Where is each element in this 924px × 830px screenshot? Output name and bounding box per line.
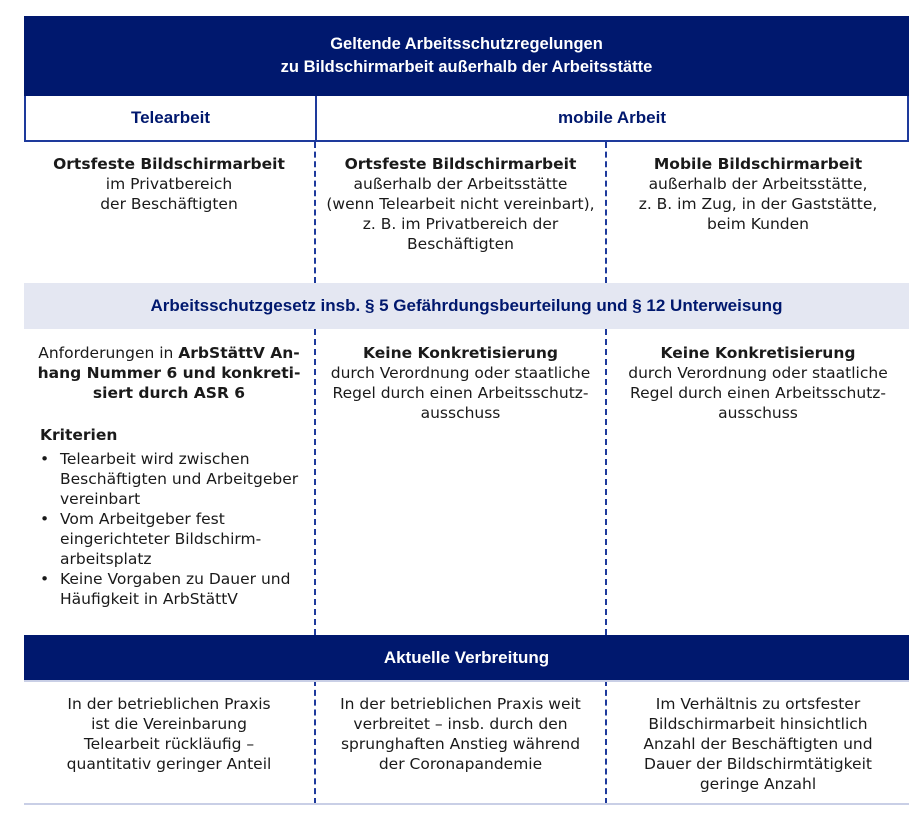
- requirements-ortsfest-mobile: [316, 343, 605, 423]
- definition-line: der Beschäftigten: [100, 195, 238, 213]
- definition-line: Beschäftigten: [407, 235, 514, 253]
- bottom-rule: [24, 803, 909, 805]
- verbreitung-ortsfest-mobile: [316, 694, 605, 774]
- title-line-1: Geltende Arbeitsschutzregelungen: [330, 35, 603, 53]
- criteria-line: vereinbart: [60, 490, 141, 508]
- requirements-mobile: [607, 343, 909, 423]
- definition-line: z. B. im Zug, in der Gaststätte,: [638, 195, 878, 213]
- title-line-2: zu Bildschirmarbeit außerhalb der Arbeitsstätte: [280, 58, 653, 76]
- verbreitung-line: sprunghaften Anstieg während: [340, 735, 581, 753]
- criteria-line: Häufigkeit in ArbStättV: [60, 590, 238, 608]
- verbreitung-line: Telearbeit rückläufig –: [83, 735, 255, 753]
- verbreitung-line: quantitativ geringer Anteil: [66, 755, 272, 773]
- requirements-intro-bold: ArbStättV An-: [178, 344, 300, 362]
- column-header-mobile-arbeit: mobile Arbeit: [558, 108, 666, 127]
- requirements-line: Regel durch einen Arbeitsschutz-: [332, 384, 589, 402]
- criteria-line: arbeitsplatz: [60, 550, 152, 568]
- column-header-telearbeit: Telearbeit: [26, 96, 317, 140]
- definition-telearbeit: [24, 154, 314, 214]
- definition-heading: Ortsfeste Bildschirmarbeit: [53, 155, 285, 173]
- verbreitung-line: verbreitet – insb. durch den: [353, 715, 568, 733]
- requirements-intro: [24, 343, 314, 363]
- verbreitung-line: der Coronapandemie: [378, 755, 543, 773]
- row-divider: [24, 680, 909, 682]
- definition-heading: Ortsfeste Bildschirmarbeit: [344, 155, 577, 173]
- definition-line: außerhalb der Arbeitsstätte: [353, 175, 568, 193]
- definition-mobile: [607, 154, 909, 234]
- definition-line: (wenn Telearbeit nicht vereinbart),: [326, 195, 595, 213]
- verbreitung-line: Dauer der Bildschirmtätigkeit: [644, 755, 872, 773]
- requirements-line: durch Verordnung oder staatliche: [330, 364, 591, 382]
- criteria-line: • Telearbeit wird zwischen: [60, 450, 250, 468]
- verbreitung-line: In der betrieblichen Praxis weit: [340, 695, 581, 713]
- verbreitung-mobile: [607, 694, 909, 794]
- requirements-heading: Keine Konkretisierung: [363, 344, 558, 362]
- criteria-line: • Vom Arbeitgeber fest: [60, 510, 225, 528]
- law-band: Arbeitsschutzgesetz insb. § 5 Gefährdungsbeurteilung und § 12 Unterweisung: [24, 283, 909, 329]
- requirements-intro-text: Anforderungen in: [38, 344, 179, 362]
- definition-ortsfest-mobile: [316, 154, 605, 254]
- criteria-list: [24, 449, 314, 609]
- criteria-label: Kriterien: [40, 426, 118, 444]
- requirements-telearbeit: [24, 343, 314, 609]
- verbreitung-line: ist die Vereinbarung: [91, 715, 247, 733]
- verbreitung-line: geringe Anzahl: [699, 775, 817, 793]
- verbreitung-band: Aktuelle Verbreitung: [24, 635, 909, 680]
- criteria-item: [38, 449, 314, 509]
- requirements-line: ausschuss: [718, 404, 798, 422]
- criteria-line: • Keine Vorgaben zu Dauer und: [60, 570, 291, 588]
- definition-line: beim Kunden: [707, 215, 809, 233]
- column-header-row: [24, 96, 909, 142]
- criteria-line: Beschäftigten und Arbeitgeber: [60, 470, 299, 488]
- requirements-intro-bold: siert durch ASR 6: [92, 384, 246, 402]
- definition-line: außerhalb der Arbeitsstätte,: [648, 175, 868, 193]
- requirements-line: Regel durch einen Arbeitsschutz-: [630, 384, 886, 402]
- requirements-line: ausschuss: [420, 404, 501, 422]
- table-title: [24, 16, 909, 96]
- definition-line: z. B. im Privatbereich der: [362, 215, 559, 233]
- requirements-intro-bold: hang Nummer 6 und konkreti-: [37, 364, 301, 382]
- requirements-line: durch Verordnung oder staatliche: [628, 364, 888, 382]
- definition-line: im Privatbereich: [105, 175, 233, 193]
- verbreitung-line: Anzahl der Beschäftigten und: [643, 735, 873, 753]
- definition-heading: Mobile Bildschirmarbeit: [653, 155, 863, 173]
- verbreitung-line: Bildschirmarbeit hinsichtlich: [648, 715, 868, 733]
- requirements-heading: Keine Konkretisierung: [660, 344, 856, 362]
- verbreitung-line: Im Verhältnis zu ortsfester: [655, 695, 861, 713]
- criteria-item: [38, 569, 314, 609]
- criteria-item: [38, 509, 314, 569]
- verbreitung-telearbeit: [24, 694, 314, 774]
- criteria-line: eingerichteter Bildschirm-: [60, 530, 262, 548]
- verbreitung-line: In der betrieblichen Praxis: [67, 695, 271, 713]
